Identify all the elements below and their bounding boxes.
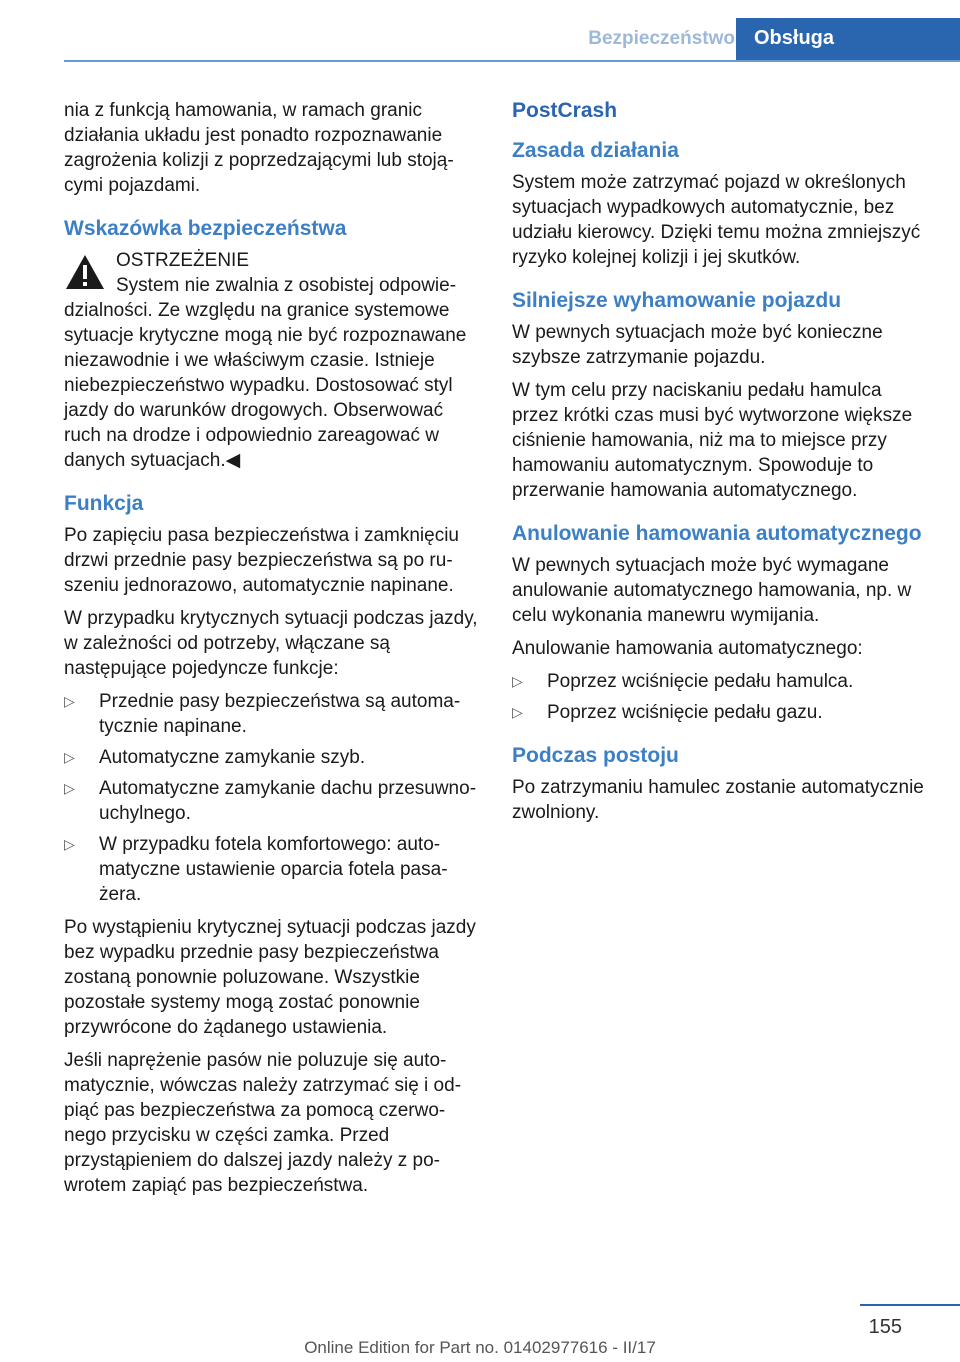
function-heading: Funkcja: [64, 492, 144, 515]
list-item: [64, 776, 479, 826]
triangle-right-icon: ▷: [64, 693, 75, 709]
after-paragraph-1: Po wystąpieniu krytycznej sytuacji podczas jazdy bez wypadku przednie pasy bezpieczeństwa zostaną ponownie poluzowane. Wszystkie pozostałe systemy mogą zostać ponownie przywrócone do żądanego ustawienia.: [64, 917, 476, 1038]
triangle-right-icon: ▷: [512, 673, 523, 689]
intro-paragraph: nia z funkcją hamowania, w ramach granic działania układu jest ponadto rozpoznawanie zagrożenia kolizji z poprzedzającymi lub stojącymi pojazdami.: [64, 100, 454, 196]
warning-triangle-icon: [64, 252, 106, 294]
principle-paragraph: System może zatrzymać pojazd w określonych sytuacjach wypadkowych automatycznie, bez udziału kierowcy. Dzięki temu można zmniejszyć ryzyko kolejnej kolizji i jej skutków.: [512, 172, 921, 268]
triangle-right-icon: ▷: [64, 749, 75, 765]
principle-heading: Zasada działania: [512, 139, 679, 162]
edition-note: Online Edition for Part no. 01402977616 - II/17: [304, 1338, 656, 1357]
left-column: [64, 98, 479, 1206]
list-item: [512, 669, 927, 694]
page-number: 155: [868, 1316, 902, 1338]
braking-heading: Silniejsze wyhamowanie pojazdu: [512, 289, 842, 312]
right-column: [512, 98, 927, 833]
list-item-text: W przypadku fotela komfortowego: automatyczne ustawienie oparcia fotela pasażera.: [99, 834, 448, 905]
warning-title: OSTRZEŻENIE: [116, 250, 250, 271]
triangle-right-icon: ▷: [64, 836, 75, 852]
list-item-text: Automatyczne zamykanie dachu przesuwno-uchylnego.: [99, 778, 477, 824]
triangle-right-icon: ▷: [512, 704, 523, 720]
warning-text: System nie zwalnia z osobistej odpowiedzialności. Ze względu na granice systemowe sytuacje krytyczne mogą nie być rozpoznawane niezawodnie i we właściwym czasie. Istnieje niebezpieczeństwo wypadku. Dostosować styl jazdy do warunków drogowych. Obserwować ruch na drodze i odpowiednio zareagować w danych sytuacjach.◀: [64, 275, 467, 471]
page-header: [0, 0, 960, 62]
safety-heading: Wskazówka bezpieczeństwa: [64, 217, 347, 240]
function-list: [64, 689, 479, 907]
braking-paragraph-2: W tym celu przy naciskaniu pedału hamulca przez krótki czas musi być wytworzone większe ciśnienie hamowania, niż ma to miejsce przy hamowaniu automatycznym. Spowoduje to przerwanie hamowania automatycznego.: [512, 380, 913, 501]
list-item-text: Automatyczne zamykanie szyb.: [99, 747, 366, 768]
list-item: [512, 700, 927, 725]
function-paragraph-2: W przypadku krytycznych sytuacji podczas jazdy, w zależności od potrzeby, włączane są następujące pojedyncze funkcje:: [64, 608, 478, 679]
postcrash-title: PostCrash: [512, 99, 618, 122]
cancel-paragraph-1: W pewnych sytuacjach może być wymagane anulowanie automatycznego hamowania, np. w celu wykonania manewru wymijania.: [512, 555, 912, 626]
list-item-text: Poprzez wciśnięcie pedału hamulca.: [547, 671, 854, 692]
standstill-paragraph: Po zatrzymaniu hamulec zostanie automatycznie zwolniony.: [512, 777, 924, 823]
list-item-text: Przednie pasy bezpieczeństwa są automatycznie napinane.: [99, 691, 461, 737]
after-paragraph-2: Jeśli naprężenie pasów nie poluzuje się automatycznie, wówczas należy zatrzymać się i odpiąć pas bezpieczeństwa za pomocą czerwonego przycisku w części zamka. Przed przystąpieniem do dalszej jazdy należy z powrotem zapiąć pas bezpieczeństwa.: [64, 1050, 462, 1196]
list-item: [64, 832, 479, 907]
header-tab-obsluga: Obsługa: [736, 18, 960, 61]
list-item-text: Poprzez wciśnięcie pedału gazu.: [547, 702, 823, 723]
list-item: [64, 689, 479, 739]
header-section-title: Bezpieczeństwo: [588, 28, 735, 49]
cancel-heading: Anulowanie hamowania automatycznego: [512, 522, 922, 545]
header-divider: [64, 60, 960, 62]
cancel-paragraph-2: Anulowanie hamowania automatycznego:: [512, 638, 863, 659]
function-paragraph-1: Po zapięciu pasa bezpieczeństwa i zamknięciu drzwi przednie pasy bezpieczeństwa są po ruszeniu jednorazowo, automatycznie napinane.: [64, 525, 459, 596]
standstill-heading: Podczas postoju: [512, 744, 679, 767]
list-item: [64, 745, 479, 770]
triangle-right-icon: ▷: [64, 780, 75, 796]
footer-divider: [860, 1304, 960, 1306]
cancel-list: [512, 669, 927, 725]
braking-paragraph-1: W pewnych sytuacjach może być konieczne szybsze zatrzymanie pojazdu.: [512, 322, 883, 368]
warning-block: [64, 248, 479, 273]
